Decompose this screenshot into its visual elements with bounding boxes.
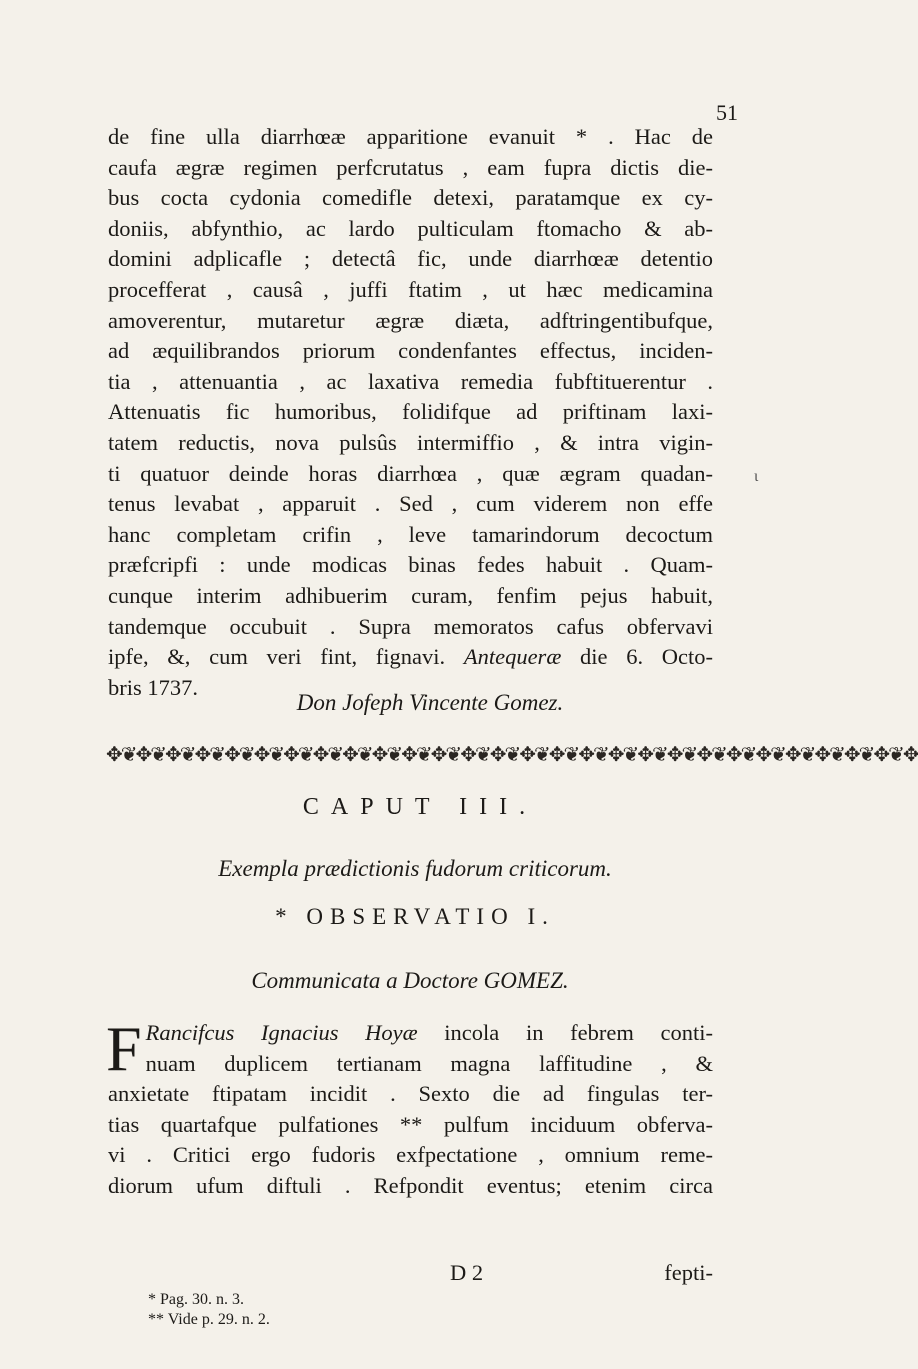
ornament-rule: ✥❦✥❦✥❦✥❦✥❦✥❦✥❦✥❦✥❦✥❦✥❦✥❦✥❦✥❦✥❦✥❦✥❦✥❦✥❦✥❦✥❦✥❦✥❦✥❦✥❦✥❦✥❦✥ — [106, 744, 918, 766]
text-line: tia , attenuantia , ac laxativa remedia fubftituerentur . — [108, 368, 713, 394]
author-signature: Don Jofeph Vincente Gomez. — [296, 690, 564, 715]
footnote: ** Vide p. 29. n. 2. — [148, 1311, 270, 1328]
text-line: ad æquilibrandos priorum condenfantes effectus, inciden- — [108, 338, 713, 364]
text-fragment: incola in febrem conti- — [417, 1020, 713, 1045]
communicated-by: Communicata a Doctore GOMEZ. — [251, 968, 569, 993]
margin-mark: ι — [754, 468, 759, 485]
text-line: tatem reductis, nova pulsûs intermiffio , & intra vigin- — [108, 429, 713, 455]
catchword: fepti- — [664, 1260, 713, 1285]
observation-paragraph — [106, 1013, 713, 1202]
text-fragment: ipfe, &, cum veri fint, fignavi. — [108, 644, 446, 670]
text-line: procefferat , causâ , juffi ftatim , ut hæc medicamina — [108, 276, 713, 302]
text-line: nuam duplicem tertianam magna laffitudine , & — [145, 1050, 713, 1076]
text-line: caufa ægræ regimen perfcrutatus , eam fupra dictis die- — [108, 154, 713, 180]
text-line: domini adplicafle ; detectâ fic, unde diarrhœæ detentio — [108, 246, 713, 272]
text-line: Attenuatis fic humoribus, folidifque ad priftinam laxi- — [108, 399, 713, 425]
chapter-heading: CAPUT III. — [302, 794, 538, 820]
chapter-subtitle: Exempla prædictionis fudorum criticorum. — [218, 856, 612, 881]
text-line: ti quatuor deinde horas diarrhœa , quæ ægram quadan- — [108, 460, 713, 486]
text-line — [108, 642, 713, 673]
patient-name: Rancifcus Ignacius Hoyæ — [145, 1020, 418, 1045]
text-line: vi . Critici ergo fudoris exfpectatione , omnium reme- — [108, 1142, 713, 1168]
text-line: amoverentur, mutaretur ægræ diæta, adftringentibufque, — [108, 307, 713, 333]
signature-mark: D 2 — [450, 1260, 484, 1285]
text-line: anxietate ftipatam incidit . Sexto die ad fingulas ter- — [108, 1081, 713, 1107]
text-line: tias quartafque pulfationes ** pulfum inciduum obferva- — [108, 1111, 713, 1137]
text-line: hanc completam crifin , leve tamarindorum decoctum — [108, 521, 713, 547]
footnote: * Pag. 30. n. 3. — [148, 1291, 244, 1308]
place-name: Antequeræ — [463, 644, 562, 670]
observation-heading: * OBSERVATIO I. — [275, 904, 555, 929]
footnotes — [148, 1290, 270, 1330]
page-number: 51 — [716, 100, 738, 125]
text-line — [108, 1018, 713, 1049]
text-line: diorum ufum diftuli . Refpondit eventus; etenim circa — [108, 1172, 713, 1198]
text-line: de fine ulla diarrhœæ apparitione evanuit * . Hac de — [108, 124, 713, 149]
text-line: tandemque occubuit . Supra memoratos cafus obfervavi — [108, 613, 713, 639]
text-line: tenus levabat , apparuit . Sed , cum viderem non effe — [108, 491, 713, 517]
text-line: præfcripfi : unde modicas binas fedes habuit . Quam- — [108, 552, 713, 578]
text-line: cunque interim adhibuerim curam, fenfim pejus habuit, — [108, 582, 713, 608]
date-fragment: die 6. Octo- — [561, 644, 713, 670]
drop-cap: F — [106, 1013, 142, 1084]
text-line: doniis, abfynthio, ac lardo pulticulam ftomacho & ab- — [108, 215, 713, 241]
catch-line — [108, 1260, 713, 1290]
date-line: bris 1737. — [108, 674, 198, 700]
text-line: bus cocta cydonia comedifle detexi, paratamque ex cy- — [108, 185, 713, 211]
paragraph-continuation — [108, 122, 713, 703]
